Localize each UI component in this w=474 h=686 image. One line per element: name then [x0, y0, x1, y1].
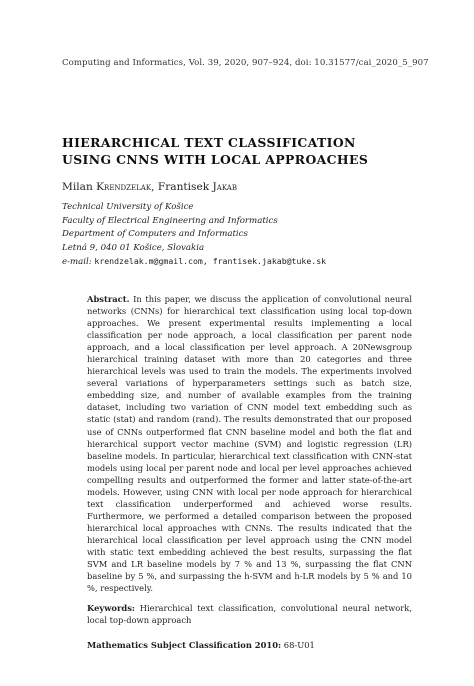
affiliation-address: Letná 9, 040 01 Košice, Slovakia [62, 242, 205, 253]
author-1-first-name: Milan [62, 181, 93, 193]
email-addresses: krendzelak.m@gmail.com, frantisek.jakab@tuke.sk [94, 256, 327, 267]
affiliation-block [62, 201, 442, 270]
keywords [87, 602, 412, 626]
affiliation-email-line [62, 255, 442, 270]
title-line-2: USING CNNS WITH LOCAL APPROACHES [62, 152, 369, 167]
affiliation-department: Department of Computers and Informatics [62, 229, 248, 240]
keywords-text: Hierarchical text classification, convolutional neural network, local top-down approach [87, 603, 412, 626]
running-head: Computing and Informatics, Vol. 39, 2020, 907–924, doi: 10.31577/cai_2020_5_907 [62, 58, 429, 68]
affiliation-university: Technical University of Košice [62, 202, 194, 212]
paper-title [62, 134, 422, 168]
msc-classification [87, 640, 315, 650]
author-2-first-name: Frantisek [157, 181, 210, 193]
abstract-label: Abstract. [87, 294, 130, 304]
title-line-1: HIERARCHICAL TEXT CLASSIFICATION [62, 135, 356, 150]
author-2-last-name: Jakab [212, 181, 237, 193]
affiliation-faculty: Faculty of Electrical Engineering and Informatics [62, 215, 278, 226]
email-label: e-mail: [62, 257, 92, 268]
author-separator: , [151, 181, 155, 193]
msc-label: Mathematics Subject Classification 2010: [87, 640, 282, 650]
author-list [62, 181, 237, 193]
abstract [87, 293, 412, 594]
abstract-text: In this paper, we discuss the application of convolutional neural networks (CNNs) for hierarchical text classification using local top-down approaches. We present experimental results implementing a local classification per node approach, a local classification per parent node approach, and a local classification per level approach. A 20Newsgroup hierarchical training dataset with more than 20 categories and three hierarchical levels was used to train the models. The experiments involved several variations of hyperparameters settings such as batch size, embedding size, and number of available examples from the training dataset, including two variation of CNN model text embedding such as static (stat) and random (rand). The results demonstrated that our proposed use of CNNs outperformed flat CNN baseline model and both the flat and hierarchical support vector machine (SVM) and logistic regression (LR) baseline models. In particular, hierarchical text classification with CNN-stat models using local per parent node and local per level approaches achieved compelling results and outperformed the former and latter state-of-the-art models. However, using CNN with local per node approach for hierarchical text classification underperformed and achieved worse results. Furthermore, we performed a detailed comparison between the proposed hierarchical local approaches with CNNs. The results indicated that the hierarchical local classification per level approach using the CNN model with static text embedding achieved the best results, surpassing the flat SVM and LR baseline models by 7 % and 13 %, surpassing the flat CNN baseline by 5 %, and surpassing the h-SVM and h-LR models by 5 % and 10 %, respectively. [87, 294, 412, 594]
author-1-last-name: Krendzelak [96, 181, 152, 193]
keywords-label: Keywords: [87, 603, 135, 613]
msc-code: 68-U01 [283, 640, 315, 650]
